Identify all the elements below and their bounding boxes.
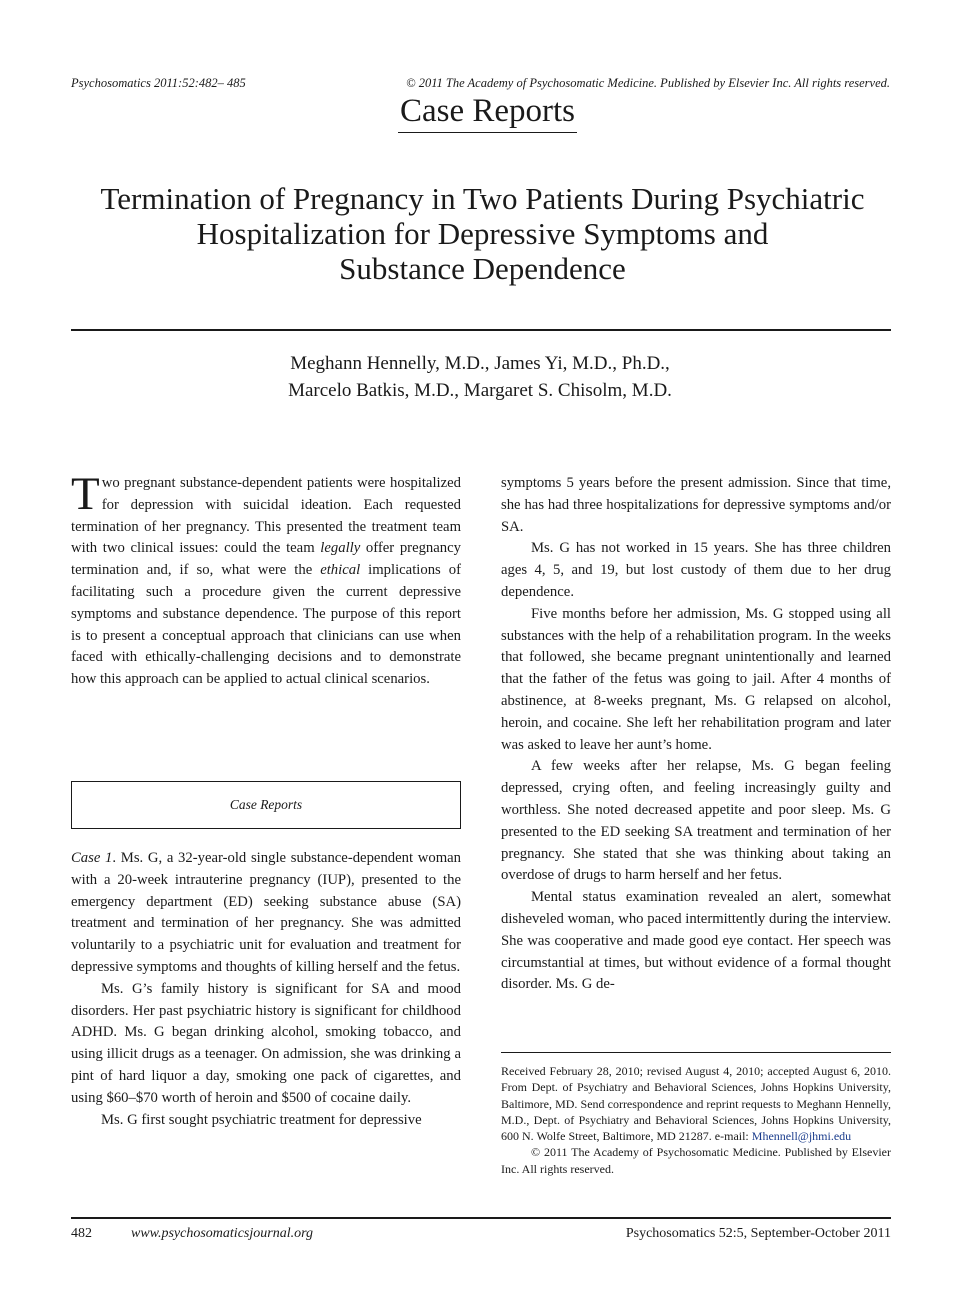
section-heading: [0, 92, 975, 133]
title-divider: [71, 329, 891, 331]
footnote-divider: [501, 1052, 891, 1053]
footnote-received: [501, 1063, 891, 1144]
title-line: Hospitalization for Depressive Symptoms and: [196, 216, 769, 251]
drop-cap: T: [71, 468, 100, 520]
page-number: 482: [71, 1226, 92, 1241]
authors-line: Meghann Hennelly, M.D., James Yi, M.D., Ph.D.,: [290, 353, 670, 374]
copyright-notice: © 2011 The Academy of Psychosomatic Medicine. Published by Elsevier Inc. All rights reserved.: [406, 76, 890, 90]
paragraph: [71, 848, 461, 979]
title-line: Termination of Pregnancy in Two Patients During Psychiatric: [100, 181, 865, 216]
paragraph: Ms. G has not worked in 15 years. She has three children ages 4, 5, and 19, but lost custody of them due to her drug dependence.: [501, 540, 891, 600]
case-reports-box: [71, 781, 461, 829]
paragraph: A few weeks after her relapse, Ms. G began feeling depressed, crying often, and feeling increasingly guilty and worthless. She noted decreased appetite and poor sleep. Ms. G presented to the ED seeking SA treatment and termination of her pregnancy. She stated that she was thinking about taking an overdose of drugs to harm herself and her fetus.: [501, 758, 891, 884]
section-heading-text: Case Reports: [398, 92, 577, 133]
footnote-text: Received February 28, 2010; revised August 4, 2010; accepted August 6, 2010. From Dept. of Psychiatry and Behavioral Sciences, Johns Hopkins University, Baltimore, MD. Send correspondence and reprint requests to Meghann Hennelly, M.D., Dept. of Psychiatry and Behavioral Sciences, Johns Hopkins University, 600 N. Wolfe Street, Baltimore, MD 21287. e-mail:: [501, 1064, 891, 1144]
footer-divider: [71, 1217, 891, 1219]
left-column-body: [71, 848, 461, 1131]
footnote-copyright: © 2011 The Academy of Psychosomatic Medicine. Published by Elsevier Inc. All rights reserved.: [501, 1145, 891, 1176]
paragraph: Ms. G first sought psychiatric treatment for depressive: [101, 1111, 422, 1128]
abstract-text: offer pregnancy termination and, if so, what were the: [71, 540, 462, 579]
abstract-emphasis: legally: [320, 540, 361, 557]
paragraph: Mental status examination revealed an alert, somewhat disheveled woman, who paced intermittently during the interview. She was cooperative and made good eye contact. Her speech was circumstantial at times, but without evidence of a formal thought disorder. Ms. G de-: [501, 889, 891, 993]
article-title: [60, 181, 905, 286]
footnote: [501, 1063, 891, 1177]
email-link[interactable]: Mhennell@jhmi.edu: [751, 1129, 852, 1144]
abstract-text: wo pregnant substance-dependent patients were hospitalized for depression with suicidal ideation. Each requested termination of her pregnancy. This presented the treatment team with two clinical issues: could the team: [71, 475, 461, 557]
paragraph-text: . Ms. G, a 32-year-old single substance-dependent woman with a 20-week intrauterine pregnancy (IUP), presented to the emergency department (ED) seeking substance abuse (SA) treatment and termination of her pregnancy. She was admitted voluntarily to a psychiatric unit for evaluation and treatment for depressive symptoms and thoughts of killing herself and the fetus.: [71, 850, 461, 975]
author-list: [0, 350, 960, 404]
authors-line: Marcelo Batkis, M.D., Margaret S. Chisolm, M.D.: [288, 380, 672, 401]
issue-info: Psychosomatics 52:5, September-October 2011: [625, 1226, 891, 1241]
case-reports-box-label: Case Reports: [229, 797, 303, 812]
right-column-body: [501, 473, 891, 996]
abstract: [71, 468, 462, 691]
paragraph: Five months before her admission, Ms. G stopped using all substances with the help of a rehabilitation program. In the weeks that followed, she became pregnant unintentionally and learned that the father of the fetus was going to jail. After 4 months of abstinence, at 8-weeks pregnant, Ms. G relapsed on alcohol, heroin, and cocaine. She left her rehabilitation program and later was asked to leave her aunt’s home.: [501, 605, 891, 753]
abstract-emphasis: ethical: [320, 562, 361, 579]
title-line: Substance Dependence: [339, 251, 626, 286]
paragraph: symptoms 5 years before the present admission. Since that time, she has had three hospitalizations for depressive symptoms and/or SA.: [501, 475, 891, 535]
abstract-text: implications of facilitating such a procedure given the current depressive symptoms and substance dependence. The purpose of this report is to present a conceptual approach that clinicians can use when faced with ethically-challenging decisions and to demonstrate how this approach can be applied to actual clinical scenarios.: [71, 562, 461, 688]
journal-citation: Psychosomatics 2011:52:482– 485: [71, 76, 246, 90]
case-label: Case 1: [71, 850, 113, 866]
journal-url-link[interactable]: www.psychosomaticsjournal.org: [131, 1226, 314, 1241]
paragraph: Ms. G’s family history is significant for SA and mood disorders. Her past psychiatric history is significant for childhood ADHD. Ms. G began drinking alcohol, smoking tobacco, and using illicit drugs as a teenager. On admission, she was drinking a pint of hard liquor a day, smoking one pack of cigarettes, and using $60–$70 worth of heroin and $500 of cocaine daily.: [71, 980, 461, 1106]
